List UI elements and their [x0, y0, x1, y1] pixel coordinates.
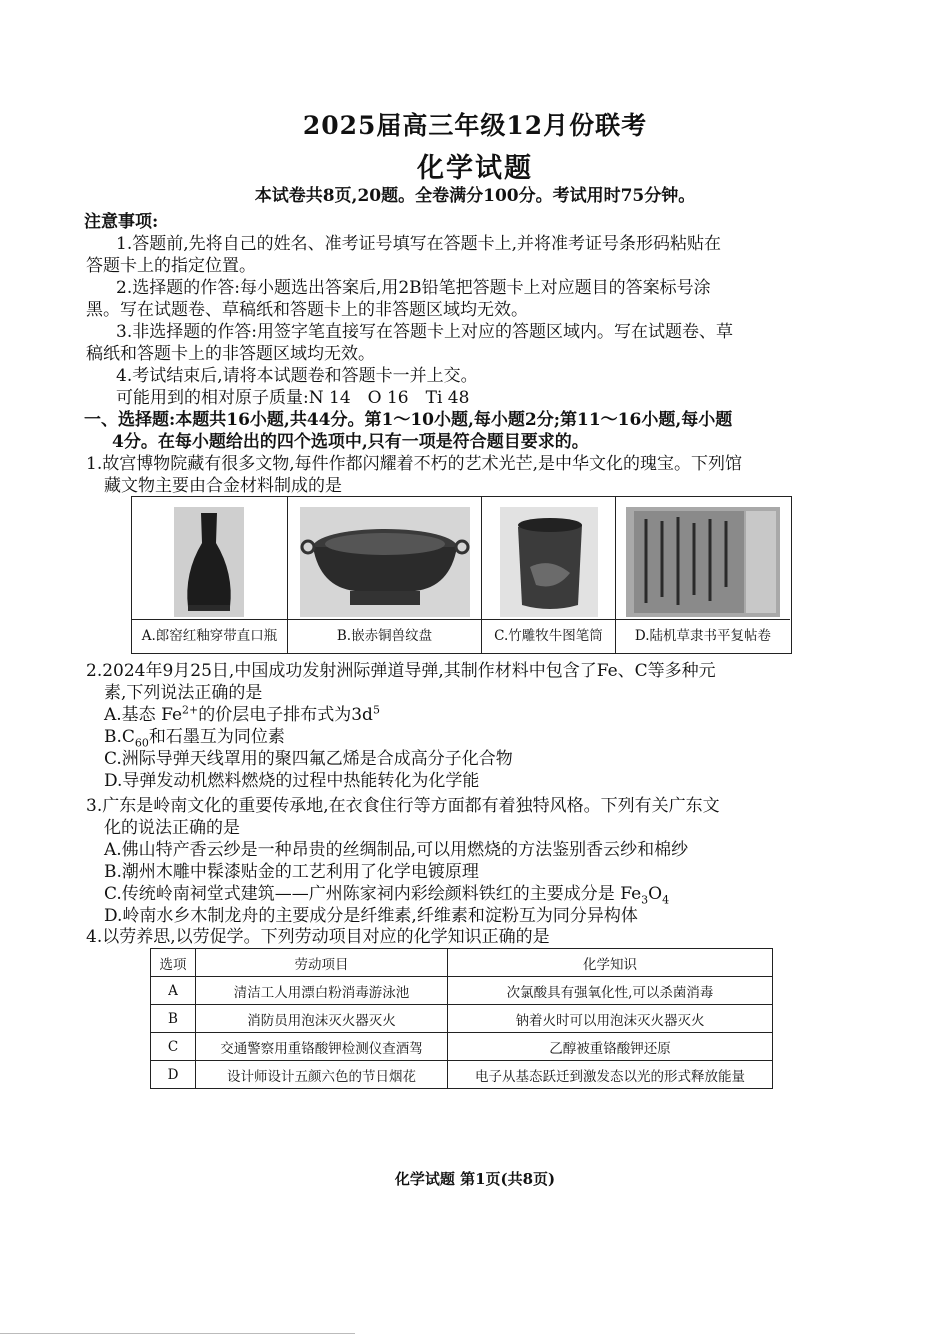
note-2-line-1: 2.选择题的作答:每小题选出答案后,用2B铅笔把答题卡上对应题目的答案标号涂	[116, 278, 711, 298]
q1-option-c: C.竹雕牧牛图笔筒	[482, 619, 615, 653]
q3-stem-line-2: 化的说法正确的是	[104, 818, 240, 838]
calligraphy-scroll-image	[626, 507, 780, 617]
q3-option-c	[104, 883, 669, 905]
q4-header-labor: 劳动项目	[196, 949, 448, 977]
table-row	[151, 1061, 773, 1089]
q2-option-b-text-2: 和石墨互为同位素	[148, 727, 285, 747]
q4-row-d-option: D	[151, 1061, 196, 1089]
q2-option-a-exponent: 5	[372, 703, 380, 717]
q1-option-a: A.郎窑红釉穿带直口瓶	[132, 619, 287, 653]
q4-table	[150, 948, 773, 1089]
q4-table-header	[151, 949, 773, 977]
note-2-line-2: 黑。写在试题卷、草稿纸和答题卡上的非答题区域均无效。	[86, 300, 528, 320]
note-1-line-1: 1.答题前,先将自己的姓名、准考证号填写在答题卡上,并将准考证号条形码粘贴在	[116, 234, 722, 254]
q2-option-b-text: B.C	[104, 727, 135, 747]
q4-row-b-labor: 消防员用泡沫灭火器灭火	[196, 1005, 448, 1033]
q4-row-a-labor: 清洁工人用漂白粉消毒游泳池	[196, 977, 448, 1005]
q3-option-b: B.潮州木雕中髹漆贴金的工艺利用了化学电镀原理	[104, 862, 479, 882]
q1-stem-line-2: 藏文物主要由合金材料制成的是	[104, 476, 342, 496]
q2-option-a-charge: 2+	[182, 703, 199, 717]
q2-option-d: D.导弹发动机燃料燃烧的过程中热能转化为化学能	[104, 771, 480, 791]
atomic-masses: 可能用到的相对原子质量:N 14 O 16 Ti 48	[116, 388, 470, 408]
q2-option-b-subscript: 60	[134, 736, 149, 750]
q4-row-c-labor: 交通警察用重铬酸钾检测仪查酒驾	[196, 1033, 448, 1061]
q4-row-d-labor: 设计师设计五颜六色的节日烟花	[196, 1061, 448, 1089]
q3-option-a: A.佛山特产香云纱是一种昂贵的丝绸制品,可以用燃烧的方法鉴别香云纱和棉纱	[104, 840, 689, 860]
q2-option-a-text: A.基态 Fe	[104, 705, 183, 725]
q2-option-a-text-2: 的价层电子排布式为3d	[198, 705, 373, 725]
section-1-line-2: 4分。在每小题给出的四个选项中,只有一项是符合题目要求的。	[112, 432, 589, 452]
table-row	[151, 977, 773, 1005]
q4-header-option: 选项	[151, 949, 196, 977]
q1-option-b-cell	[288, 497, 482, 653]
q1-image-table	[131, 496, 792, 654]
section-1-line-1: 一、选择题:本题共16小题,共44分。第1～10小题,每小题2分;第11～16小题,每小题	[84, 410, 733, 430]
table-row	[151, 1005, 773, 1033]
q1-option-b: B.嵌赤铜兽纹盘	[288, 619, 481, 653]
q2-stem-line-1: 2.2024年9月25日,中国成功发射洲际弹道导弹,其制作材料中包含了Fe、C等多种元	[86, 661, 716, 681]
notes-heading: 注意事项:	[84, 212, 159, 232]
scan-edge-divider	[0, 1333, 355, 1334]
note-1-line-2: 答题卡上的指定位置。	[86, 256, 256, 276]
q4-row-a-option: A	[151, 977, 196, 1005]
table-row	[151, 1033, 773, 1061]
note-3-line-1: 3.非选择题的作答:用签字笔直接写在答题卡上对应的答题区域内。写在试题卷、草	[116, 322, 733, 342]
q3-option-c-subscript-2: 4	[662, 893, 670, 907]
exam-intro: 本试卷共8页,20题。全卷满分100分。考试用时75分钟。	[254, 186, 696, 206]
q3-option-c-oxygen: O	[648, 884, 663, 904]
bamboo-brush-pot-image	[500, 507, 598, 617]
vase-image	[174, 507, 244, 617]
note-4: 4.考试结束后,请将本试题卷和答题卡一并上交。	[116, 366, 478, 386]
q2-stem-line-2: 素,下列说法正确的是	[104, 683, 263, 703]
bronze-plate-image	[300, 507, 470, 617]
q1-option-a-cell	[132, 497, 288, 653]
q4-row-d-knowledge: 电子从基态跃迁到激发态以光的形式释放能量	[448, 1061, 773, 1089]
q2-option-b	[104, 726, 285, 748]
q4-row-b-option: B	[151, 1005, 196, 1033]
q3-option-c-text: C.传统岭南祠堂式建筑——广州陈家祠内彩绘颜料铁红的主要成分是 Fe	[104, 884, 642, 904]
q2-option-c: C.洲际导弹天线罩用的聚四氟乙烯是合成高分子化合物	[104, 749, 513, 769]
q1-option-c-cell	[482, 497, 616, 653]
q4-row-b-knowledge: 钠着火时可以用泡沫灭火器灭火	[448, 1005, 773, 1033]
subject-title: 化学试题	[417, 153, 533, 184]
q4-row-c-knowledge: 乙醇被重铬酸钾还原	[448, 1033, 773, 1061]
q1-option-d: D.陆机草隶书平复帖卷	[616, 619, 790, 653]
page-footer: 化学试题 第1页(共8页)	[394, 1170, 556, 1188]
q4-row-c-option: C	[151, 1033, 196, 1061]
q2-option-a	[104, 704, 380, 726]
q1-option-d-cell	[616, 497, 790, 653]
note-3-line-2: 稿纸和答题卡上的非答题区域均无效。	[86, 344, 375, 364]
q3-option-c-subscript-1: 3	[641, 893, 649, 907]
q3-stem-line-1: 3.广东是岭南文化的重要传承地,在衣食住行等方面都有着独特风格。下列有关广东文	[86, 796, 720, 816]
exam-title: 2025届高三年级12月份联考	[302, 111, 648, 140]
q3-option-d: D.岭南水乡木制龙舟的主要成分是纤维素,纤维素和淀粉互为同分异构体	[104, 906, 638, 926]
q4-header-knowledge: 化学知识	[448, 949, 773, 977]
q4-stem: 4.以劳养思,以劳促学。下列劳动项目对应的化学知识正确的是	[86, 927, 550, 947]
q1-stem-line-1: 1.故宫博物院藏有很多文物,每件作都闪耀着不朽的艺术光芒,是中华文化的瑰宝。下列馆	[86, 454, 743, 474]
q4-row-a-knowledge: 次氯酸具有强氧化性,可以杀菌消毒	[448, 977, 773, 1005]
